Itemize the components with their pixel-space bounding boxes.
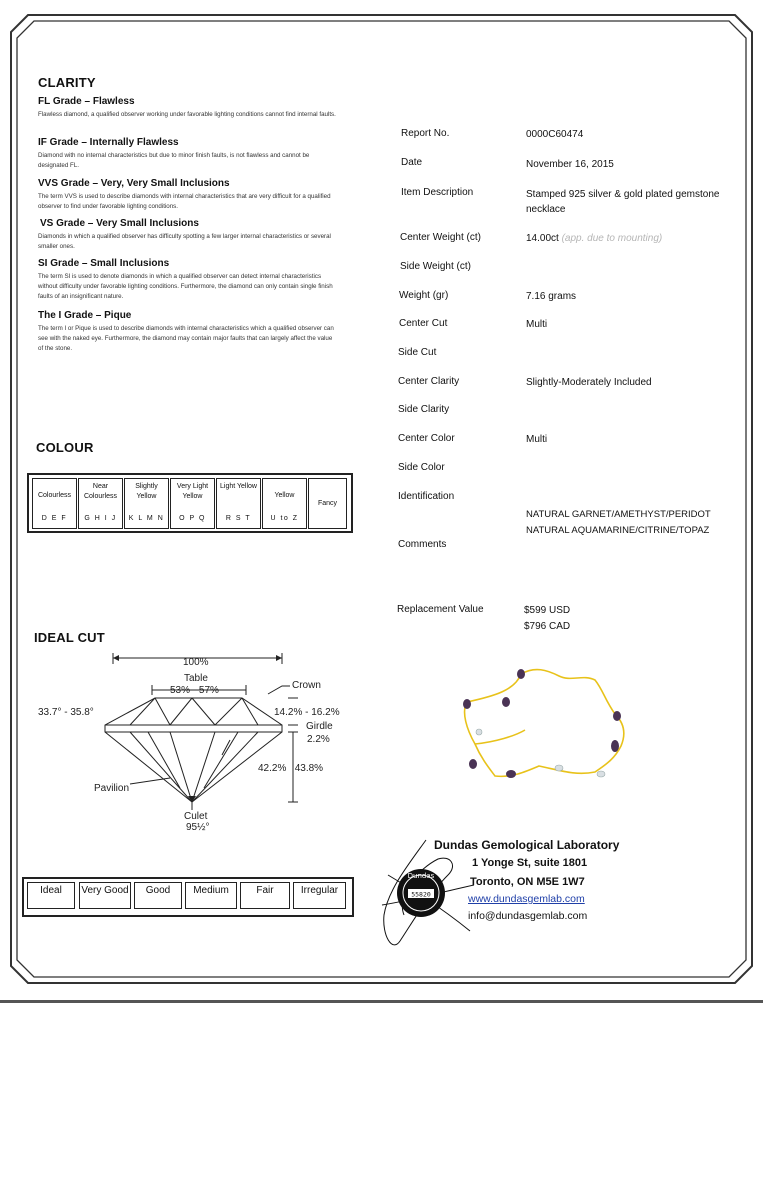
colour-heading: COLOUR bbox=[36, 440, 94, 455]
grade-if-title: IF Grade – Internally Flawless bbox=[38, 137, 179, 148]
colour-cell: Fancy bbox=[308, 478, 347, 529]
cut-grade-cell: Good bbox=[134, 882, 182, 909]
crown-height-label: 14.2% - 16.2% bbox=[274, 707, 340, 718]
page-divider bbox=[0, 1000, 763, 1003]
colour-cell: Colourless D E F bbox=[32, 478, 77, 529]
lab-name: Dundas Gemological Laboratory bbox=[434, 838, 620, 852]
colour-scale-table bbox=[27, 473, 353, 533]
girdle-label: Girdle bbox=[306, 721, 333, 732]
cut-grade-cell: Ideal bbox=[27, 882, 75, 909]
colour-cell: Yellow U to Z bbox=[262, 478, 307, 529]
ideal-cut-heading: IDEAL CUT bbox=[34, 630, 105, 645]
colour-cell: Near Colourless G H I J bbox=[78, 478, 123, 529]
side-clarity-label: Side Clarity bbox=[398, 404, 450, 415]
necklace-photo bbox=[455, 660, 645, 790]
girdle-pct-label: 2.2% bbox=[307, 734, 330, 745]
culet-angle-label: 95½° bbox=[186, 822, 210, 833]
date-value: November 16, 2015 bbox=[526, 159, 614, 170]
weight-note: (app. due to mounting) bbox=[561, 233, 663, 244]
report-no-value: 0000C60474 bbox=[526, 129, 584, 140]
center-clarity-label: Center Clarity bbox=[398, 376, 460, 387]
comments-label: Comments bbox=[398, 539, 447, 550]
cut-grade-cell: Medium bbox=[185, 882, 237, 909]
cut-grade-cell: Fair bbox=[240, 882, 290, 909]
grade-vvs-title: VVS Grade – Very, Very Small Inclusions bbox=[38, 178, 230, 189]
grade-si-title: SI Grade – Small Inclusions bbox=[38, 258, 170, 269]
crown-angle-label: 33.7° - 35.8° bbox=[38, 707, 94, 718]
item-description-value: Stamped 925 silver & gold plated gemstone necklace bbox=[526, 189, 720, 215]
cut-grade-table bbox=[22, 877, 354, 917]
lab-website-link[interactable]: www.dundasgemlab.com bbox=[468, 893, 585, 905]
center-cut-label: Center Cut bbox=[399, 318, 448, 329]
grade-fl-text: Flawless diamond, a qualified observer working under favorable lighting conditions cannot find internal faults. bbox=[38, 111, 336, 118]
weight-gr-value: 7.16 grams bbox=[526, 291, 577, 302]
grade-if-text: Diamond with no internal characteristics but due to minor finish faults, is not flawless and cannot be designated FL. bbox=[38, 152, 310, 169]
center-weight-label: Center Weight (ct) bbox=[400, 232, 481, 243]
identification-line-2: NATURAL AQUAMARINE/CITRINE/TOPAZ bbox=[526, 525, 710, 536]
side-cut-label: Side Cut bbox=[398, 347, 437, 358]
replacement-value-label: Replacement Value bbox=[397, 604, 484, 615]
table-label: Table bbox=[184, 673, 208, 684]
pavilion-depth-label: 42.2% 43.8% bbox=[258, 763, 324, 774]
lab-email[interactable]: info@dundasgemlab.com bbox=[468, 910, 588, 922]
identification-line-1: NATURAL GARNET/AMETHYST/PERIDOT bbox=[526, 509, 711, 520]
table-range-label: 53% - 57% bbox=[170, 685, 219, 696]
identification-label: Identification bbox=[398, 491, 455, 502]
date-label: Date bbox=[401, 157, 423, 168]
colour-cell: Very Light Yellow O P Q bbox=[170, 478, 215, 529]
center-clarity-value: Slightly-Moderately Included bbox=[526, 377, 652, 388]
grade-i-title: The I Grade – Pique bbox=[38, 310, 132, 321]
lab-address-1: 1 Yonge St, suite 1801 bbox=[472, 857, 588, 869]
weight-gr-label: Weight (gr) bbox=[399, 290, 449, 301]
cut-grade-cell: Irregular bbox=[293, 882, 346, 909]
center-weight-value: 14.00ct (app. due to mounting) bbox=[526, 233, 663, 244]
side-weight-label: Side Weight (ct) bbox=[400, 261, 471, 272]
colour-cell: Slightly Yellow K L M N bbox=[124, 478, 169, 529]
grade-vs-text: Diamonds in which a qualified observer has difficulty spotting a few larger internal characteristics or several smaller ones. bbox=[38, 233, 331, 250]
grade-fl-title: FL Grade – Flawless bbox=[38, 96, 135, 107]
crown-label: Crown bbox=[292, 680, 321, 691]
cut-grade-cell: Very Good bbox=[79, 882, 131, 909]
grade-vs-title: VS Grade – Very Small Inclusions bbox=[40, 218, 199, 229]
center-color-label: Center Color bbox=[398, 433, 455, 444]
report-no-label: Report No. bbox=[401, 128, 450, 139]
total-width-label: 100% bbox=[183, 657, 209, 668]
center-color-value: Multi bbox=[526, 434, 548, 445]
lab-seal-stamp bbox=[378, 835, 478, 960]
replacement-usd: $599 USD bbox=[524, 605, 571, 616]
replacement-cad: $796 CAD bbox=[524, 621, 571, 632]
culet-label: Culet bbox=[184, 811, 208, 822]
grade-si-text: The term SI is used to denote diamonds in which a qualified observer can detect internal characteristics without difficulty under favorable lighting conditions. Furthermore, the diamond can only contain single finish faults of an insignificant nature. bbox=[38, 273, 333, 300]
seal-text-top: Dundas bbox=[407, 872, 435, 880]
colour-cell: Light Yellow R S T bbox=[216, 478, 261, 529]
side-color-label: Side Color bbox=[398, 462, 445, 473]
grade-i-text: The term I or Pique is used to describe diamonds with internal characteristics which a qualified observer can see with the naked eye. Furthermore, the diamond may contain major faults that can largely affect the value of the stone. bbox=[38, 325, 334, 352]
pavilion-label: Pavilion bbox=[94, 783, 130, 794]
grade-vvs-text: The term VVS is used to describe diamonds with internal characteristics that are very difficult for a qualified observer to find under favorable lighting conditions. bbox=[38, 193, 331, 210]
center-cut-value: Multi bbox=[526, 319, 548, 330]
seal-number: 55820 bbox=[411, 890, 431, 899]
item-description-label: Item Description bbox=[401, 187, 474, 198]
lab-address-2: Toronto, ON M5E 1W7 bbox=[470, 876, 585, 888]
clarity-heading: CLARITY bbox=[38, 75, 96, 90]
